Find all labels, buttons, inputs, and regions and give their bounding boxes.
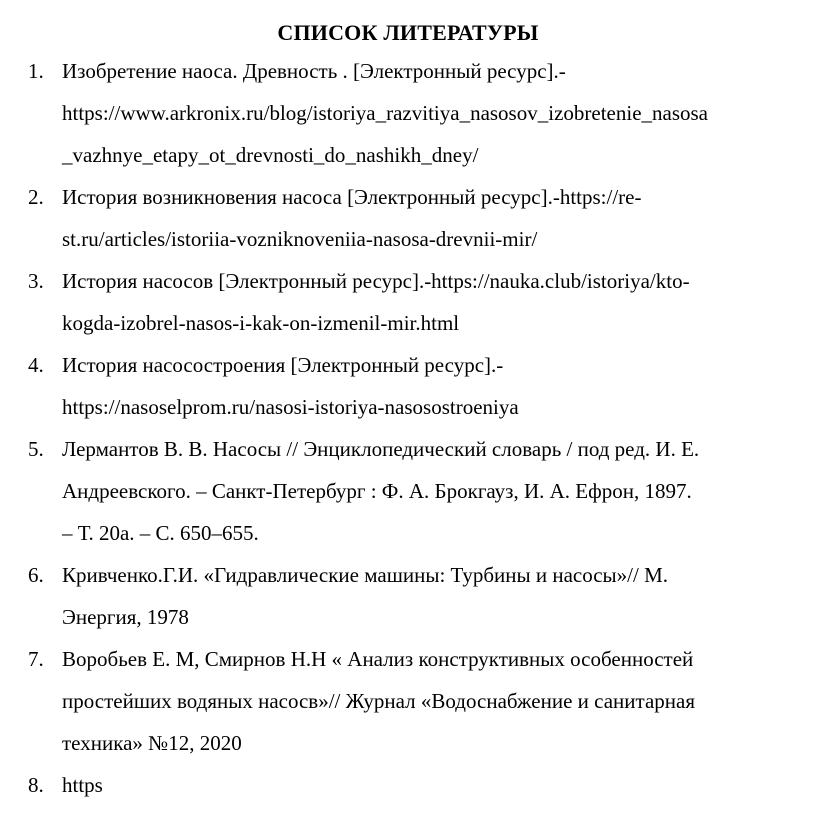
reference-list <box>0 50 816 806</box>
reference-line: – Т. 20а. – С. 650–655. <box>62 521 259 545</box>
reference-item <box>0 638 816 764</box>
reference-item <box>0 344 816 428</box>
reference-line: https://www.arkronix.ru/blog/istoriya_razvitiya_nasosov_izobretenie_nasosa <box>62 101 708 125</box>
page-title: СПИСОК ЛИТЕРАТУРЫ <box>277 20 539 45</box>
reference-number: 4. <box>28 353 44 377</box>
reference-number: 5. <box>28 437 44 461</box>
reference-line: История насосов [Электронный ресурс].-https://nauka.club/istoriya/kto- <box>62 269 690 293</box>
reference-line: _vazhnye_etapy_ot_drevnosti_do_nashikh_dney/ <box>62 143 479 167</box>
reference-line: Андреевского. – Санкт-Петербург : Ф. А. Брокгауз, И. А. Ефрон, 1897. <box>62 479 692 503</box>
reference-number: 7. <box>28 647 44 671</box>
reference-item <box>0 428 816 554</box>
reference-line: https <box>62 773 103 797</box>
reference-line: https://nasoselprom.ru/nasosi-istoriya-nasosostroeniya <box>62 395 519 419</box>
reference-number: 6. <box>28 563 44 587</box>
reference-item <box>0 764 816 806</box>
reference-line: Кривченко.Г.И. «Гидравлические машины: Турбины и насосы»// М. <box>62 563 669 587</box>
reference-line: простейших водяных насосв»// Журнал «Водоснабжение и санитарная <box>62 689 695 713</box>
reference-number: 2. <box>28 185 44 209</box>
reference-item <box>0 260 816 344</box>
reference-item <box>0 50 816 176</box>
reference-number: 3. <box>28 269 44 293</box>
reference-line: kogda-izobrel-nasos-i-kak-on-izmenil-mir.html <box>62 311 460 335</box>
reference-number: 8. <box>28 773 44 797</box>
reference-item <box>0 554 816 638</box>
reference-line: История насосостроения [Электронный ресурс].- <box>62 353 504 377</box>
reference-line: Изобретение наоса. Древность . [Электронный ресурс].- <box>62 59 566 83</box>
reference-line: История возникновения насоса [Электронный ресурс].-https://re- <box>62 185 642 209</box>
reference-line: техника» №12, 2020 <box>62 731 242 755</box>
reference-line: st.ru/articles/istoriia-vozniknoveniia-nasosa-drevnii-mir/ <box>62 227 538 251</box>
reference-line: Воробьев Е. М, Смирнов Н.Н « Анализ конструктивных особенностей <box>62 647 694 671</box>
reference-number: 1. <box>28 59 44 83</box>
reference-line: Энергия, 1978 <box>62 605 189 629</box>
reference-item <box>0 176 816 260</box>
reference-line: Лермантов В. В. Насосы // Энциклопедический словарь / под ред. И. Е. <box>62 437 700 461</box>
